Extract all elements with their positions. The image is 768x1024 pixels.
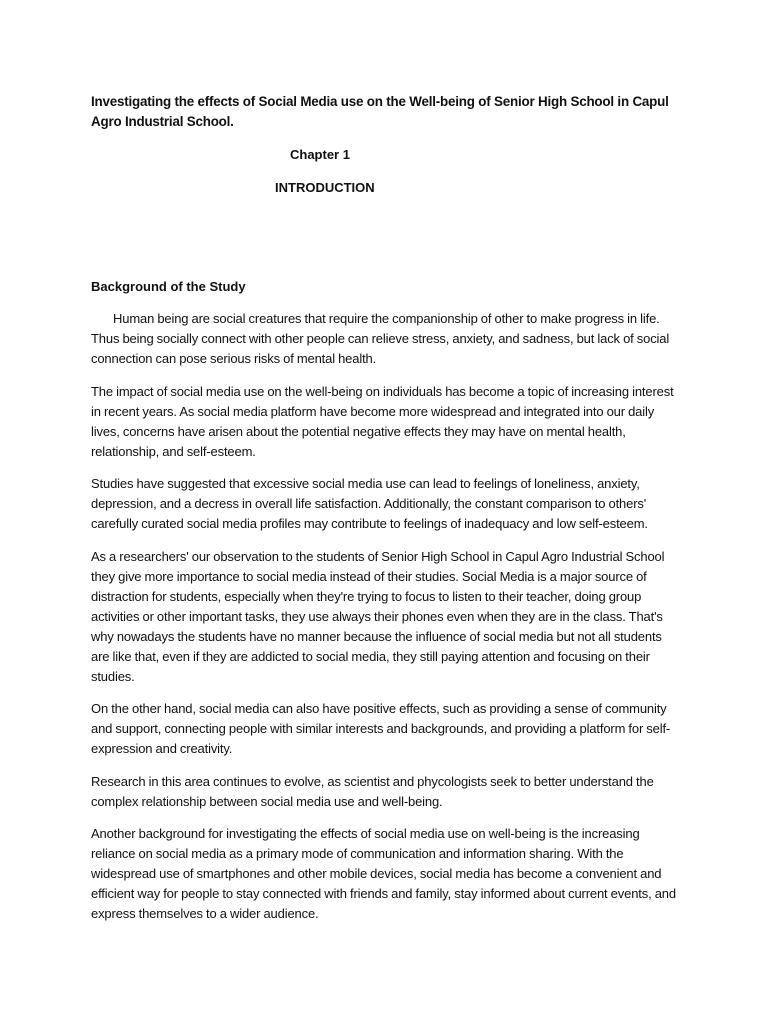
- paragraph-1: Human being are social creatures that require the companionship of other to make progress in life. Thus being socially connect with other people can relieve stress, anxiety, and sadness, but lack of social connection can pose serious risks of mental health.: [91, 311, 670, 366]
- chapter-heading: Chapter 1: [290, 147, 350, 162]
- paragraph-7: Another background for investigating the effects of social media use on well-being is the increasing reliance on social media as a primary mode of communication and information sharing. With the widespread use of smartphones and other mobile devices, social media has become a convenient and efficient way for people to stay connected with friends and family, stay informed about current events, and express themselves to a wider audience.: [91, 826, 676, 921]
- document-title: Investigating the effects of Social Media use on the Well-being of Senior High School in Capul Agro Industrial School.: [91, 94, 669, 129]
- paragraph-6: Research in this area continues to evolve, as scientist and phycologists seek to better understand the complex relationship between social media use and well-being.: [91, 773, 654, 809]
- paragraph-5: On the other hand, social media can also have positive effects, such as providing a sense of community and support, connecting people with similar interests and backgrounds, and providing a platform for self-expression and creativity.: [91, 701, 671, 756]
- document-body: [91, 309, 683, 937]
- paragraph-4: As a researchers' our observation to the students of Senior High School in Capul Agro Industrial School they give more importance to social media instead of their studies. Social Media is a major source of distraction for students, especially when they're trying to focus to listen to their teacher, doing group activities or other important tasks, they use always their phones even when they are in the class. That's why nowadays the students have no manner because the influence of social media but not all students are like that, even if they are addicted to social media, they still paying attention and focusing on their studies.: [91, 548, 665, 684]
- subheading-background: Background of the Study: [91, 279, 246, 294]
- section-heading-introduction: INTRODUCTION: [275, 180, 375, 195]
- paragraph-2: The impact of social media use on the well-being on individuals has become a topic of increasing interest in recent years. As social media platform have become more widespread and integrated into our daily lives, concerns have arisen about the potential negative effects they may have on mental health, relationship, and self-esteem.: [91, 383, 674, 459]
- paragraph-3: Studies have suggested that excessive social media use can lead to feelings of loneliness, anxiety, depression, and a decress in overall life satisfaction. Additionally, the constant comparison to others' carefully curated social media profiles may contribute to feelings of inadequacy and low self-esteem.: [91, 476, 648, 531]
